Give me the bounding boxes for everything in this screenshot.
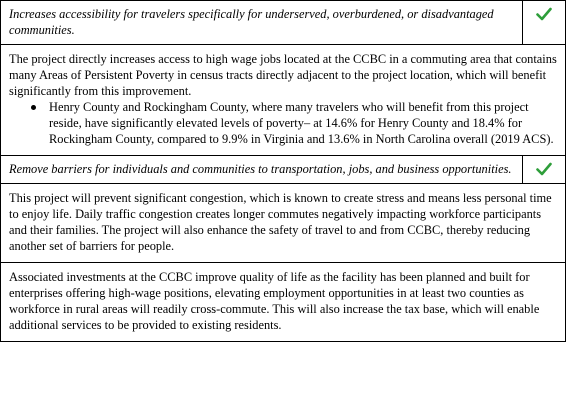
check-mark-icon xyxy=(536,162,552,176)
criterion-2-check-cell xyxy=(523,156,566,184)
body-row-1 xyxy=(1,45,566,156)
bullet-item xyxy=(49,99,557,147)
body-3-cell: Associated investments at the CCBC improve quality of life as the facility has been planned and built for enterprises offering high-wage positions, elevating employment opportunities in at least two counties as workforce in rural areas will readily cross-commute. This will also increase the tax base, which will enable additional services to be provided to existing residents. xyxy=(1,263,566,342)
body-1-bullet-list xyxy=(9,99,557,147)
bullet-item-text: Henry County and Rockingham County, where many travelers who will benefit from this project reside, have significantly elevated levels of poverty– at 14.6% for Henry County and 18.4% for Rockingham County, compared to 9.9% in Virginia and 13.6% in North Carolina overall (2019 ACS). xyxy=(49,100,554,146)
criterion-1-text: Increases accessibility for travelers specifically for underserved, overburdened, or disadvantaged communities. xyxy=(1,1,523,45)
criterion-row-1 xyxy=(1,1,566,45)
body-1-paragraph: The project directly increases access to high wage jobs located at the CCBC in a commuting area that contains many Areas of Persistent Poverty in census tracts directly adjacent to the project location, which will benefit significantly from this improvement. xyxy=(9,52,557,98)
body-1-cell xyxy=(1,45,566,156)
criterion-2-text: Remove barriers for individuals and communities to transportation, jobs, and business opportunities. xyxy=(1,156,523,184)
bullet-dot-icon xyxy=(31,105,36,110)
body-2-cell: This project will prevent significant congestion, which is known to create stress and means less personal time to enjoy life. Daily traffic congestion creates longer commutes negatively impacting workforce participants and their families. The project will also enhance the safety of travel to and from CCBC, thereby reducing another set of barriers for people. xyxy=(1,184,566,263)
body-row-2 xyxy=(1,184,566,263)
criterion-1-check-cell xyxy=(523,1,566,45)
criterion-row-2 xyxy=(1,156,566,184)
body-row-3 xyxy=(1,263,566,342)
check-mark-icon xyxy=(536,7,552,21)
